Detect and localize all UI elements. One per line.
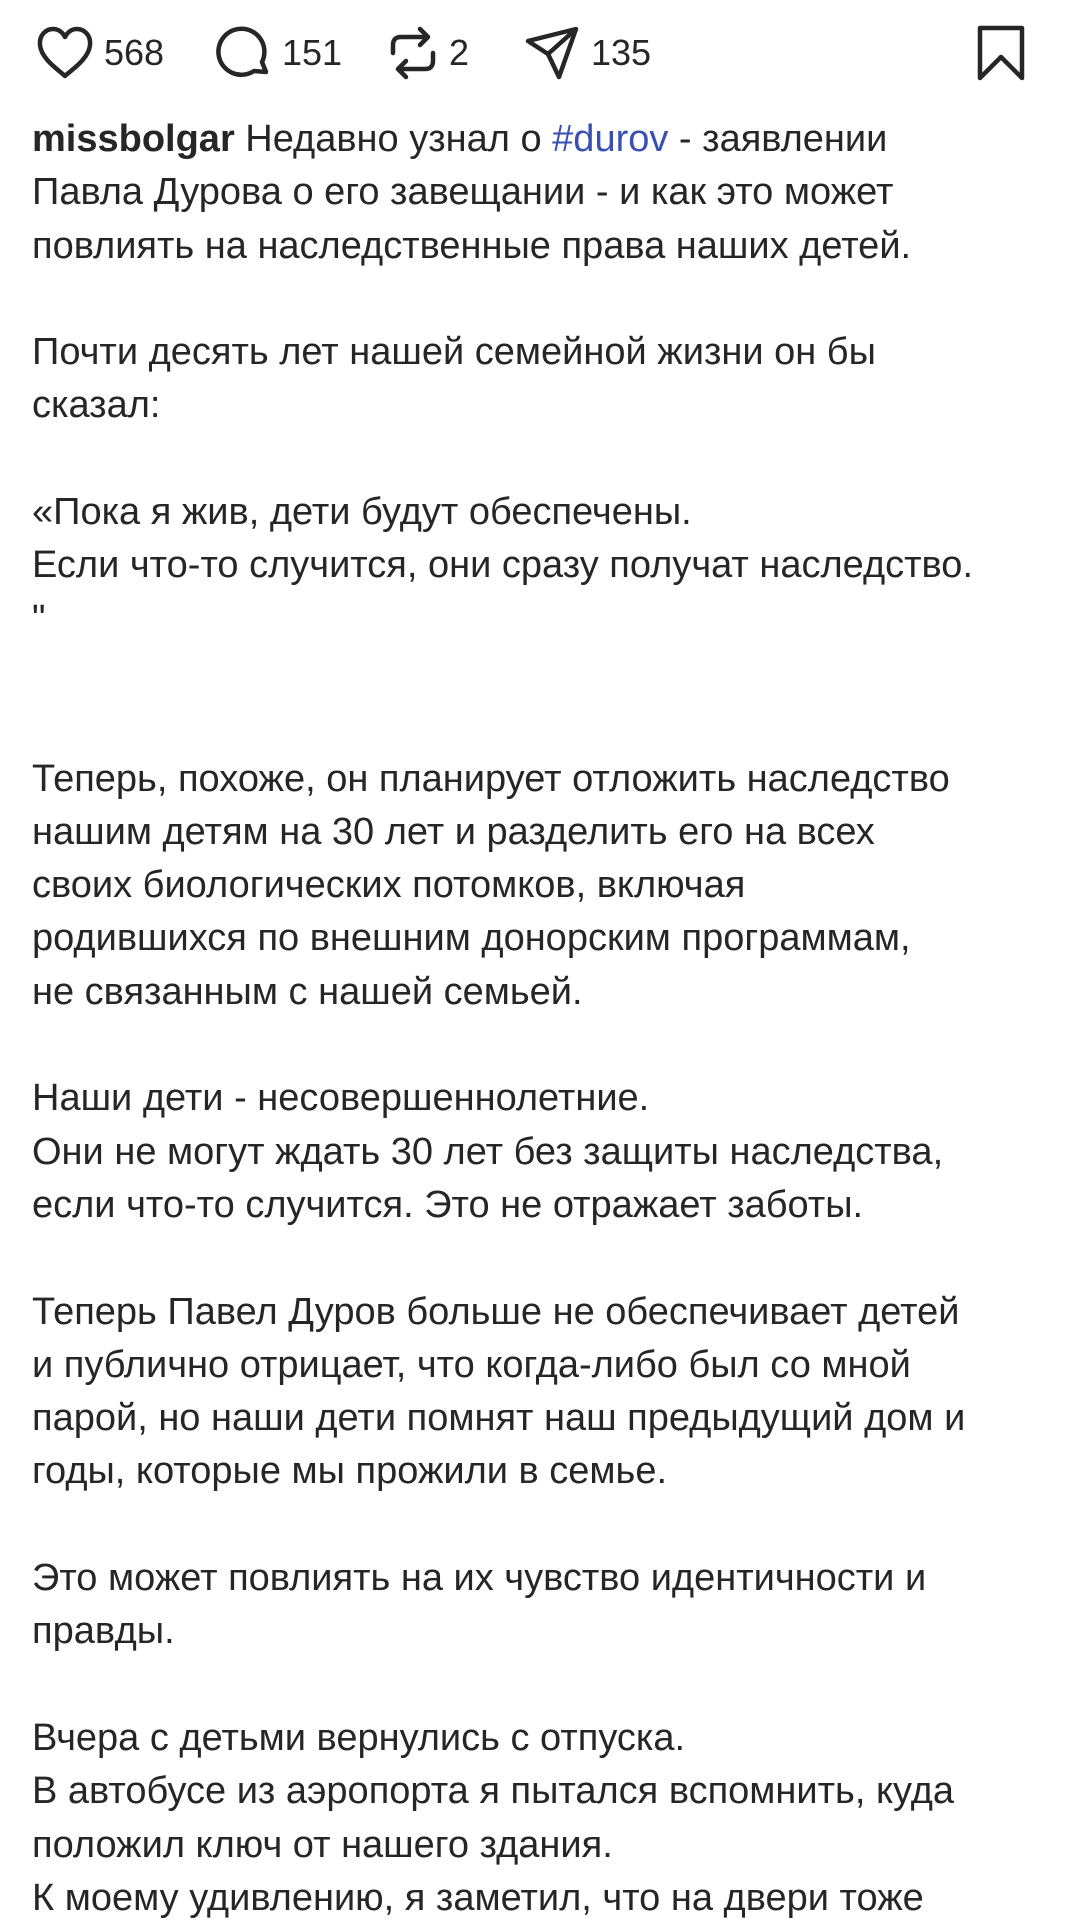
heart-icon	[36, 26, 94, 80]
post-caption	[32, 113, 1042, 1925]
post-action-bar	[0, 0, 1067, 110]
caption-text-body: - заявлении Павла Дурова о его завещании - и как это может повлиять на наследственные права наших детей. Почти десять лет нашей семейной жизни он бы сказал: «Пока я жив, дети будут обеспечены. Если что-то случится, они сразу получат наследство. " Теперь, похоже, он планирует отложить наследство нашим детям на 30 лет и разделить его на всех своих биологических потомков, включая родившихся по внешним донорским программам, не связанным с нашей семьей. Наши дети - несовершеннолетние. Они не могут ждать 30 лет без защиты наследства, если что-то случится. Это не отражает заботы. Теперь Павел Дуров больше не обеспечивает детей и публично отрицает, что когда-либо был со мной парой, но наши дети помнят наш предыдущий дом и годы, которые мы прожили в семье. Это может повлиять на их чувство идентичности и правды. Вчера с детьми вернулись с отпуска. В автобусе из аэропорта я пытался вспомнить, куда положил ключ от нашего здания. К моему удивлению, я заметил, что на двери тоже	[32, 118, 974, 1919]
caption-text-intro: Недавно узнал о	[234, 118, 553, 160]
like-button[interactable]	[36, 22, 164, 84]
repost-icon	[387, 25, 439, 81]
share-count: 135	[591, 32, 652, 73]
share-button[interactable]	[523, 22, 651, 84]
save-button[interactable]	[976, 22, 1026, 84]
like-count: 568	[104, 32, 165, 73]
comment-icon	[216, 25, 272, 81]
share-icon	[523, 24, 581, 82]
repost-button[interactable]	[387, 22, 469, 84]
repost-count: 2	[449, 32, 470, 73]
post-username[interactable]: missbolgar	[32, 118, 235, 160]
bookmark-icon	[976, 24, 1026, 82]
hashtag-link[interactable]: #durov	[552, 118, 669, 160]
comment-count: 151	[282, 32, 343, 73]
comment-button[interactable]	[216, 22, 342, 84]
